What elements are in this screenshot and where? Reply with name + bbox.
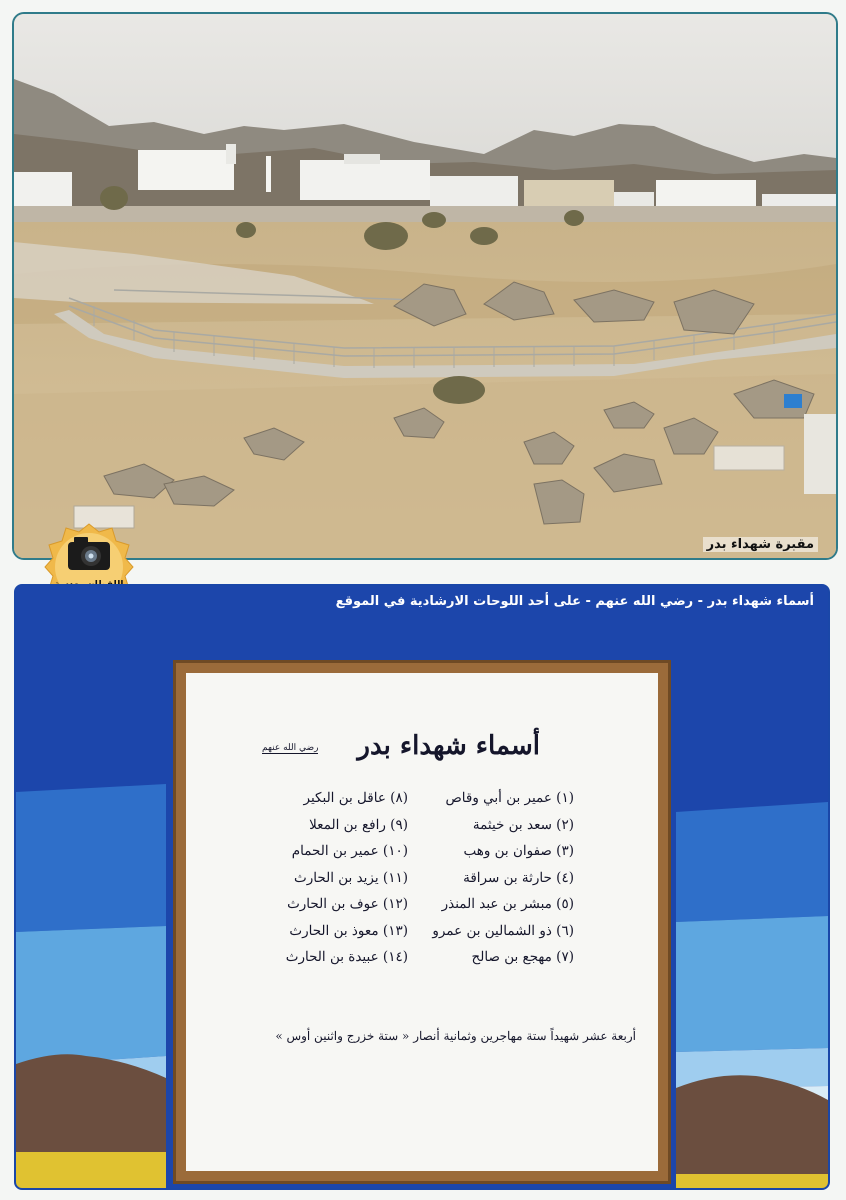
martyr-name: (١) عمير بن أبي وقاص xyxy=(445,790,574,806)
sign-caption: أسماء شهداء بدر - رضي الله عنهم - على أحد اللوحات الارشادية في الموقع xyxy=(335,594,814,609)
martyr-name: (٤) حارثة بن سراقة xyxy=(463,869,574,886)
martyrs-list-left xyxy=(258,785,408,971)
board-title-honorific: رضي الله عنهم xyxy=(262,743,319,753)
sign-board xyxy=(186,673,658,1171)
cemetery-photo xyxy=(12,12,838,560)
photo-caption: مقبرة شهداء بدر xyxy=(703,537,818,552)
board-footer-summary: أربعة عشر شهيداً ستة مهاجرين وثمانية أنصار « ستة خزرج واثنين أوس » xyxy=(275,1029,636,1043)
martyr-name: (٧) مهجع بن صالح xyxy=(471,949,574,965)
martyrs-list-right xyxy=(424,785,574,971)
martyr-name: (١١) يزيد بن الحارث xyxy=(294,869,408,886)
martyr-name: (٩) رافع بن المعلا xyxy=(309,816,408,833)
martyr-name: (٦) ذو الشمالين بن عمرو xyxy=(432,922,574,939)
martyr-name: (٣) صفوان بن وهب xyxy=(463,843,574,859)
sign-board-frame xyxy=(173,660,671,1184)
martyr-name: (١٢) عوف بن الحارث xyxy=(287,896,408,912)
martyr-name: (١٤) عبيدة بن الحارث xyxy=(285,949,408,965)
cemetery-photo-scene xyxy=(14,14,836,558)
board-title: أسماء شهداء بدر xyxy=(357,731,540,761)
martyr-name: (١٠) عمير بن الحمام xyxy=(291,843,408,859)
martyr-name: (١٣) معوذ بن الحارث xyxy=(289,922,408,939)
martyr-name: (٥) مبشر بن عبد المنذر xyxy=(441,896,574,912)
martyr-name: (٨) عاقل بن البكير xyxy=(303,790,408,806)
sign-photo xyxy=(14,584,830,1190)
martyr-name: (٢) سعد بن خيثمة xyxy=(472,816,574,833)
